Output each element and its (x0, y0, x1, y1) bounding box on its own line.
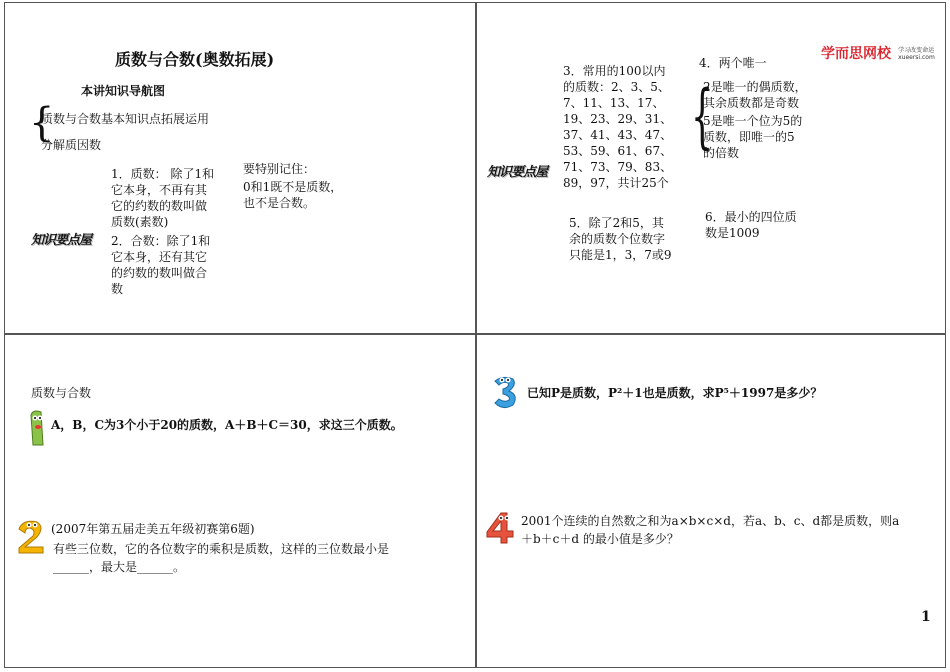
number-4-icon (485, 511, 515, 545)
slide-1 (4, 2, 476, 334)
nav-brace: { (29, 100, 55, 146)
remember-title: 要特别记住： (243, 162, 316, 176)
remember-body: 0和1既不是质数， 也不是合数。 (243, 180, 343, 210)
definition-composite: 2．合数：除了1和 它本身，还有其它 的约数的数叫做合 数 (111, 234, 211, 296)
smallest-four-digit-prime: 6．最小的四位质 数是1009 (705, 210, 797, 240)
nav-item-factorization: 分解质因数 (41, 138, 102, 152)
page-number: 1 (921, 609, 931, 625)
question-2-line-1: 有些三位数，它的各位数字的乘积是质数，这样的三位数最小是 (53, 542, 390, 556)
definition-prime: 1．质数： 除了1和 它本身，不再有其 它的约数的数叫做 质数(素数) (111, 167, 215, 229)
logo-url: xueersi.com (898, 53, 935, 61)
two-unique-title: 4．两个唯一 (699, 56, 767, 70)
logo-slogan: 学习改变命运 (898, 46, 935, 54)
common-primes: 3．常用的100以内 的质数：2、3、5、 7、11、13、17、 19、23、29、31、 37、41、43、47、 53、59、61、67、 71、73、79、83、 89，97，共计25个 (563, 64, 673, 190)
number-1-icon (25, 409, 49, 449)
prime-last-digit: 5．除了2和5，其 余的质数个位数字 只能是1，3，7或9 (569, 216, 672, 262)
unique-even-prime: 2是唯一的偶质数， 其余质数都是奇数 (703, 80, 807, 110)
section-heading: 质数与合数 (31, 386, 92, 400)
logo-text: 学而思网校 (821, 46, 891, 62)
number-3-icon (491, 375, 519, 409)
question-2-source: (2007年第五届走美五年级初赛第6题) (51, 522, 255, 536)
nav-item-basics: 质数与合数基本知识点拓展运用 (41, 112, 210, 126)
question-3: 已知P是质数，P²＋1也是质数，求P⁵＋1997是多少？ (527, 386, 823, 400)
slide-2 (476, 2, 946, 334)
question-2-line-2: ______，最大是______。 (53, 560, 186, 574)
number-2-icon (15, 519, 47, 555)
slide-3 (4, 334, 476, 668)
logo (821, 43, 935, 63)
slide-4 (476, 334, 946, 668)
question-1: A，B，C为3个小于20的质数，A＋B＋C＝30，求这三个质数。 (51, 418, 403, 432)
unique-brace: { (691, 75, 714, 157)
knowledge-banner: 知识要点屋 (487, 165, 548, 180)
knowledge-banner: 知识要点屋 (31, 233, 92, 248)
nav-title: 本讲知识导航图 (81, 84, 166, 98)
question-4-line-2: ＋b＋c＋d 的最小值是多少？ (521, 532, 679, 546)
slide-title: 质数与合数(奥数拓展) (115, 50, 275, 69)
unique-five-prime: 5是唯一个位为5的 质数，即唯一的5 的倍数 (703, 114, 803, 160)
question-4-line-1: 2001个连续的自然数之和为a×b×c×d，若a、b、c、d都是质数，则a (521, 514, 900, 528)
